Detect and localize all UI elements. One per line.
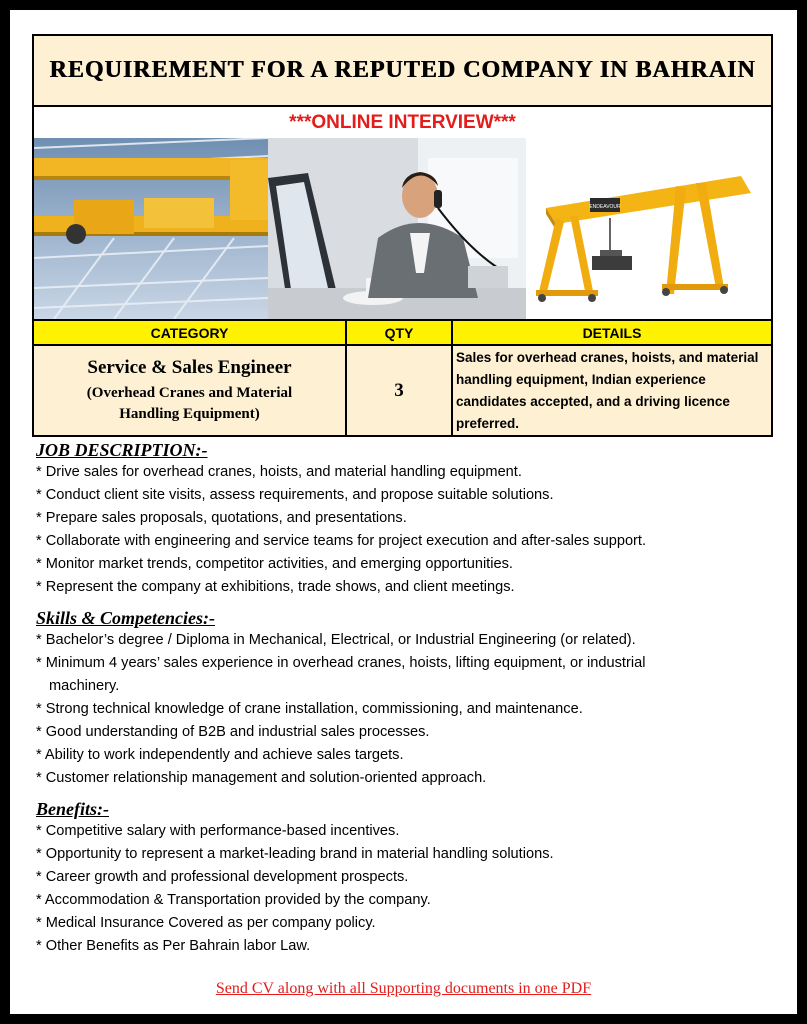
position-subtitle-line2: Handling Equipment) xyxy=(119,405,260,422)
businessman-photo-icon xyxy=(268,138,526,319)
list-item: * Competitive salary with performance-based incentives. xyxy=(36,823,400,839)
list-item: * Medical Insurance Covered as per company policy. xyxy=(36,915,376,931)
gantry-crane-photo-icon xyxy=(526,138,771,319)
online-interview-banner: ***ONLINE INTERVIEW*** xyxy=(32,107,773,138)
job-poster xyxy=(10,10,797,1014)
qty-value: 3 xyxy=(347,346,453,435)
table-header-row xyxy=(34,321,771,346)
job-description-section xyxy=(36,439,781,599)
header-details: DETAILS xyxy=(582,324,642,341)
list-item: * Collaborate with engineering and service teams for project execution and after-sales support. xyxy=(36,533,647,549)
list-item: * Customer relationship management and solution-oriented approach. xyxy=(36,770,487,786)
crane-photo-icon xyxy=(34,138,268,319)
list-item: * Bachelor’s degree / Diploma in Mechanical, Electrical, or Industrial Engineering (or related). xyxy=(36,632,636,648)
list-item: * Drive sales for overhead cranes, hoists, and material handling equipment. xyxy=(36,464,522,480)
page-title: REQUIREMENT FOR A REPUTED COMPANY IN BAHRAIN xyxy=(49,57,756,83)
details-text: Sales for overhead cranes, hoists, and material handling equipment, Indian experience candidates accepted, and a driving licence preferred. xyxy=(456,350,759,431)
list-item: * Accommodation & Transportation provided by the company. xyxy=(36,892,431,908)
content-body xyxy=(36,439,781,966)
skills-heading: Skills & Competencies:- xyxy=(36,608,215,628)
list-item: * Conduct client site visits, assess requirements, and propose suitable solutions. xyxy=(36,487,554,503)
table-row xyxy=(34,346,771,435)
position-cell xyxy=(34,346,347,435)
list-item: * Prepare sales proposals, quotations, and presentations. xyxy=(36,510,407,526)
photo-strip xyxy=(32,138,773,319)
list-item: * Other Benefits as Per Bahrain labor Law. xyxy=(36,938,311,954)
list-item: * Ability to work independently and achieve sales targets. xyxy=(36,747,404,763)
job-description-heading: JOB DESCRIPTION:- xyxy=(36,440,208,460)
position-table xyxy=(32,319,773,437)
crane-brand-label: ENDEAVOUR xyxy=(589,204,621,210)
list-item: * Career growth and professional development prospects. xyxy=(36,869,409,885)
benefits-heading: Benefits:- xyxy=(36,799,109,819)
list-item: * Good understanding of B2B and industrial sales processes. xyxy=(36,724,430,740)
list-item: * Strong technical knowledge of crane installation, commissioning, and maintenance. xyxy=(36,701,583,717)
list-item: * Opportunity to represent a market-leading brand in material handling solutions. xyxy=(36,846,554,862)
job-description-list xyxy=(36,461,781,599)
benefits-list xyxy=(36,820,781,958)
title-box xyxy=(32,34,773,107)
list-item: * Minimum 4 years’ sales experience in overhead cranes, hoists, lifting equipment, or industrial machinery. xyxy=(36,655,646,694)
list-item: * Monitor market trends, competitor activities, and emerging opportunities. xyxy=(36,556,513,572)
skills-section xyxy=(36,607,781,790)
list-item: * Represent the company at exhibitions, trade shows, and client meetings. xyxy=(36,579,515,595)
position-subtitle-line1: (Overhead Cranes and Material xyxy=(86,384,293,401)
header-category: CATEGORY xyxy=(34,321,347,344)
position-title: Service & Sales Engineer xyxy=(87,356,292,378)
skills-list xyxy=(36,629,781,790)
benefits-section xyxy=(36,798,781,958)
send-cv-instruction: Send CV along with all Supporting documents in one PDF xyxy=(215,980,592,997)
header-qty: QTY xyxy=(347,321,453,344)
